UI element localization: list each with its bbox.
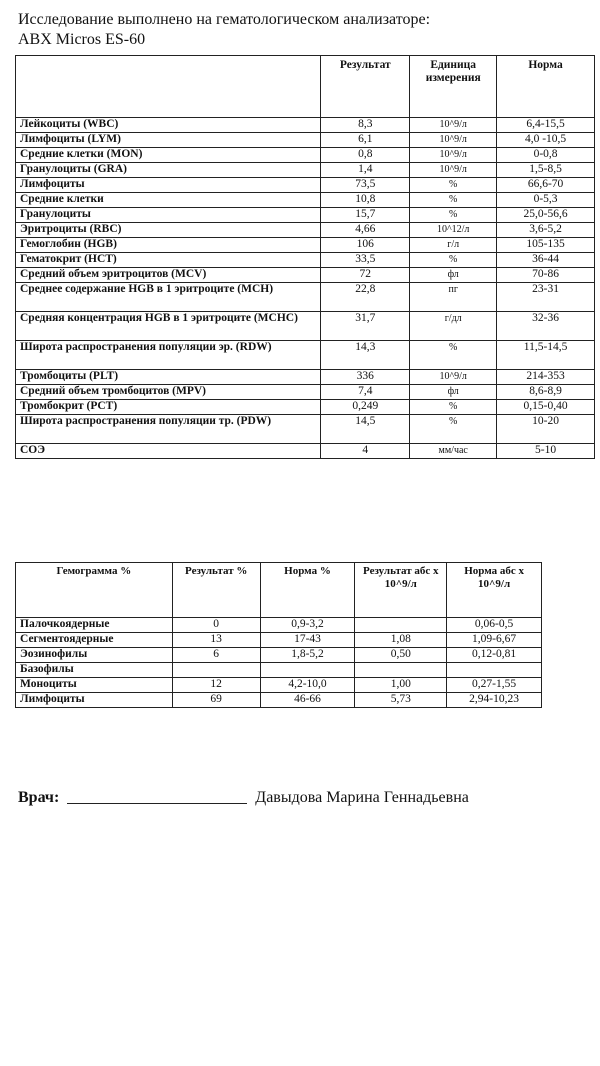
norm-cell: 105-135 — [497, 238, 595, 253]
result-cell: 14,3 — [321, 341, 410, 370]
norm-cell: 0,15-0,40 — [497, 400, 595, 415]
norm-cell: 0-5,3 — [497, 193, 595, 208]
unit-cell: % — [410, 208, 497, 223]
table-row — [16, 633, 542, 648]
table-row — [16, 178, 595, 193]
norm-cell: 70-86 — [497, 268, 595, 283]
unit-cell: фл — [410, 385, 497, 400]
test-name-cell: Средний объем эритроцитов (MCV) — [16, 268, 321, 283]
table-row — [16, 238, 595, 253]
norm-pct-cell — [260, 663, 355, 678]
test-name-cell: Лимфоциты — [16, 178, 321, 193]
result-cell: 8,3 — [321, 118, 410, 133]
cell-type-name: Лимфоциты — [16, 693, 173, 708]
result-cell: 33,5 — [321, 253, 410, 268]
table-row — [16, 163, 595, 178]
result-pct-cell: 0 — [172, 618, 260, 633]
norm-cell: 0-0,8 — [497, 148, 595, 163]
norm-cell: 66,6-70 — [497, 178, 595, 193]
table-row — [16, 618, 542, 633]
norm-abs-cell — [447, 663, 542, 678]
unit-cell: 10^9/л — [410, 163, 497, 178]
table-row — [16, 223, 595, 238]
header-line-1: Исследование выполнено на гематологическом анализаторе: — [18, 11, 431, 28]
cell-type-name: Моноциты — [16, 678, 173, 693]
test-name-cell: Гранулоциты — [16, 208, 321, 223]
test-name-cell: Средний объем тромбоцитов (MPV) — [16, 385, 321, 400]
norm-abs-cell: 0,06-0,5 — [447, 618, 542, 633]
table-row — [16, 253, 595, 268]
result-pct-cell: 13 — [172, 633, 260, 648]
test-name-cell: Средняя концентрация HGB в 1 эритроците (MCHC) — [16, 312, 321, 341]
column-header-hemogram: Гемограмма % — [16, 563, 173, 618]
result-cell: 7,4 — [321, 385, 410, 400]
test-name-cell: СОЭ — [16, 444, 321, 459]
column-header-norm: Норма — [497, 56, 595, 118]
result-abs-cell — [355, 663, 447, 678]
result-abs-cell — [355, 618, 447, 633]
result-cell: 14,5 — [321, 415, 410, 444]
table-row — [16, 415, 595, 444]
result-cell: 31,7 — [321, 312, 410, 341]
result-abs-cell: 5,73 — [355, 693, 447, 708]
column-header-norm-abs: Норма абс х 10^9/л — [447, 563, 542, 618]
hemogram-table — [15, 562, 542, 708]
table-row — [16, 663, 542, 678]
unit-cell: г/л — [410, 238, 497, 253]
doctor-signature-line — [18, 788, 469, 808]
cell-type-name: Базофилы — [16, 663, 173, 678]
unit-cell: фл — [410, 268, 497, 283]
test-name-cell: Тромбоциты (PLT) — [16, 370, 321, 385]
unit-cell: пг — [410, 283, 497, 312]
test-name-cell: Тромбокрит (PCT) — [16, 400, 321, 415]
test-name-cell: Средние клетки (MON) — [16, 148, 321, 163]
result-cell: 73,5 — [321, 178, 410, 193]
test-name-cell: Широта распространения популяции тр. (PDW) — [16, 415, 321, 444]
test-name-cell: Лимфоциты (LYM) — [16, 133, 321, 148]
table-row — [16, 268, 595, 283]
norm-pct-cell: 1,8-5,2 — [260, 648, 355, 663]
unit-cell: мм/час — [410, 444, 497, 459]
signature-underline — [67, 789, 247, 804]
table-row — [16, 444, 595, 459]
norm-cell: 32-36 — [497, 312, 595, 341]
norm-cell: 36-44 — [497, 253, 595, 268]
column-header-name — [16, 56, 321, 118]
norm-abs-cell: 1,09-6,67 — [447, 633, 542, 648]
unit-cell: 10^9/л — [410, 118, 497, 133]
table-row — [16, 648, 542, 663]
hemogram-header-row — [16, 563, 542, 618]
result-cell: 1,4 — [321, 163, 410, 178]
norm-cell: 11,5-14,5 — [497, 341, 595, 370]
result-cell: 4 — [321, 444, 410, 459]
result-pct-cell: 6 — [172, 648, 260, 663]
doctor-name: Давыдова Марина Геннадьевна — [255, 789, 469, 806]
result-cell: 15,7 — [321, 208, 410, 223]
blood-test-table — [15, 55, 595, 459]
unit-cell: % — [410, 178, 497, 193]
table-row — [16, 400, 595, 415]
unit-cell: % — [410, 341, 497, 370]
unit-cell: 10^9/л — [410, 148, 497, 163]
column-header-unit: Единица измерения — [410, 56, 497, 118]
norm-abs-cell: 2,94-10,23 — [447, 693, 542, 708]
result-abs-cell: 0,50 — [355, 648, 447, 663]
table-row — [16, 208, 595, 223]
test-name-cell: Широта распространения популяции эр. (RDW) — [16, 341, 321, 370]
norm-cell: 1,5-8,5 — [497, 163, 595, 178]
column-header-result: Результат — [321, 56, 410, 118]
cell-type-name: Палочкоядерные — [16, 618, 173, 633]
result-cell: 336 — [321, 370, 410, 385]
table-row — [16, 118, 595, 133]
test-name-cell: Гранулоциты (GRA) — [16, 163, 321, 178]
table-row — [16, 133, 595, 148]
unit-cell: 10^9/л — [410, 133, 497, 148]
column-header-result-abs: Результат абс х 10^9/л — [355, 563, 447, 618]
test-name-cell: Лейкоциты (WBC) — [16, 118, 321, 133]
table-header-row — [16, 56, 595, 118]
table-row — [16, 193, 595, 208]
result-cell: 0,249 — [321, 400, 410, 415]
table-row — [16, 385, 595, 400]
unit-cell: г/дл — [410, 312, 497, 341]
result-cell: 22,8 — [321, 283, 410, 312]
norm-abs-cell: 0,27-1,55 — [447, 678, 542, 693]
unit-cell: 10^9/л — [410, 370, 497, 385]
norm-pct-cell: 46-66 — [260, 693, 355, 708]
unit-cell: % — [410, 400, 497, 415]
result-cell: 0,8 — [321, 148, 410, 163]
norm-cell: 3,6-5,2 — [497, 223, 595, 238]
table-row — [16, 678, 542, 693]
test-name-cell: Средние клетки — [16, 193, 321, 208]
norm-cell: 10-20 — [497, 415, 595, 444]
test-name-cell: Эритроциты (RBC) — [16, 223, 321, 238]
test-name-cell: Среднее содержание HGB в 1 эритроците (MCH) — [16, 283, 321, 312]
unit-cell: 10^12/л — [410, 223, 497, 238]
norm-cell: 23-31 — [497, 283, 595, 312]
result-pct-cell — [172, 663, 260, 678]
column-header-norm-pct: Норма % — [260, 563, 355, 618]
header-line-2: ABX Micros ES-60 — [18, 31, 146, 48]
cell-type-name: Эозинофилы — [16, 648, 173, 663]
result-abs-cell: 1,08 — [355, 633, 447, 648]
test-name-cell: Гематокрит (HCT) — [16, 253, 321, 268]
result-cell: 72 — [321, 268, 410, 283]
norm-abs-cell: 0,12-0,81 — [447, 648, 542, 663]
result-cell: 4,66 — [321, 223, 410, 238]
norm-pct-cell: 4,2-10,0 — [260, 678, 355, 693]
result-pct-cell: 69 — [172, 693, 260, 708]
table-row — [16, 312, 595, 341]
norm-pct-cell: 0,9-3,2 — [260, 618, 355, 633]
table-row — [16, 693, 542, 708]
norm-pct-cell: 17-43 — [260, 633, 355, 648]
test-name-cell: Гемоглобин (HGB) — [16, 238, 321, 253]
doctor-label: Врач: — [18, 789, 60, 806]
unit-cell: % — [410, 415, 497, 444]
cell-type-name: Сегментоядерные — [16, 633, 173, 648]
norm-cell: 6,4-15,5 — [497, 118, 595, 133]
table-row — [16, 283, 595, 312]
unit-cell: % — [410, 253, 497, 268]
result-cell: 106 — [321, 238, 410, 253]
unit-cell: % — [410, 193, 497, 208]
norm-cell: 25,0-56,6 — [497, 208, 595, 223]
result-pct-cell: 12 — [172, 678, 260, 693]
norm-cell: 5-10 — [497, 444, 595, 459]
norm-cell: 214-353 — [497, 370, 595, 385]
norm-cell: 8,6-8,9 — [497, 385, 595, 400]
analyzer-header — [18, 10, 588, 50]
result-cell: 6,1 — [321, 133, 410, 148]
table-row — [16, 148, 595, 163]
table-row — [16, 370, 595, 385]
table-row — [16, 341, 595, 370]
norm-cell: 4,0 -10,5 — [497, 133, 595, 148]
column-header-result-pct: Результат % — [172, 563, 260, 618]
result-abs-cell: 1,00 — [355, 678, 447, 693]
result-cell: 10,8 — [321, 193, 410, 208]
